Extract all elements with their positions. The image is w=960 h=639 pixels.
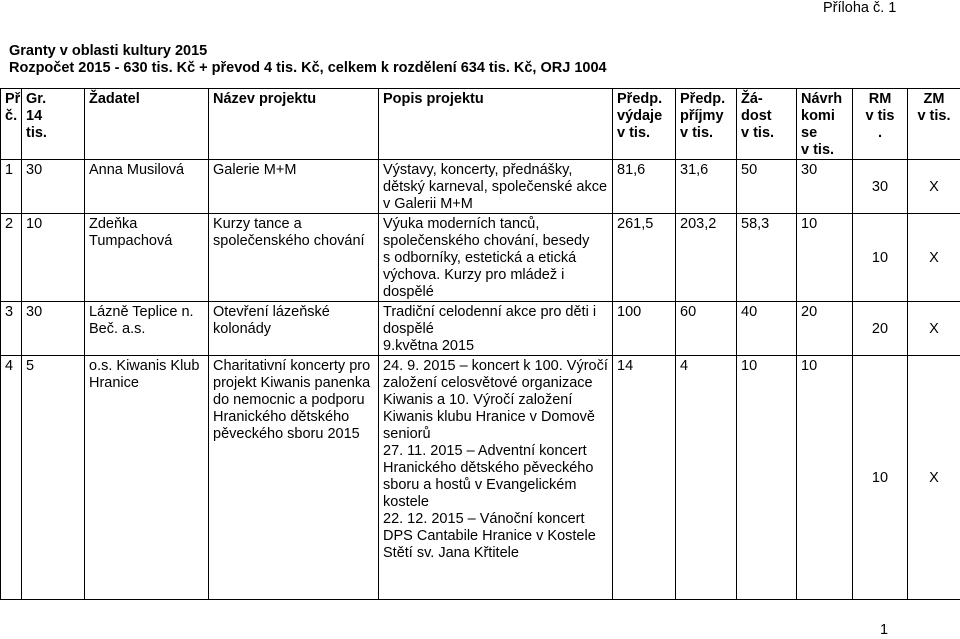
cell-line: v tis. — [801, 142, 835, 158]
row-expenses: 261,5 — [613, 214, 676, 302]
row-request: 40 — [737, 302, 797, 356]
cell-line: dost — [741, 108, 772, 124]
cell-line: v tis — [865, 108, 895, 124]
row-zm: X — [908, 160, 960, 214]
cell-line: Předp. — [617, 91, 663, 107]
row-zm: X — [908, 302, 960, 356]
row-description — [379, 214, 613, 302]
cell-line: dospělé — [383, 284, 434, 300]
row-project — [209, 356, 379, 600]
cell-line: sboru a hostů v Evangelickém — [383, 477, 577, 493]
row-expenses: 100 — [613, 302, 676, 356]
cell-line: dětský karneval, společenské akce — [383, 179, 608, 195]
row-rm: 20 — [853, 302, 908, 356]
col-header-project-name — [209, 89, 379, 160]
cell-line: v tis. — [617, 125, 651, 141]
cell-line: . — [877, 125, 883, 141]
row-applicant — [85, 214, 209, 302]
row-zm: X — [908, 214, 960, 302]
cell-line: 24. 9. 2015 – koncert k 100. Výročí — [383, 358, 608, 374]
cell-line: kolonády — [213, 321, 272, 337]
table-row — [1, 302, 960, 356]
cell-line: 9.května 2015 — [383, 338, 475, 354]
cell-line: do nemocnic a podporu — [213, 392, 365, 408]
cell-line: Kiwanis a 10. Výročí založení — [383, 392, 573, 408]
cell-line: ZM — [923, 91, 945, 107]
row-rm: 10 — [853, 356, 908, 600]
row-zm: X — [908, 356, 960, 600]
cell-line: Tradiční celodenní akce pro děti i — [383, 304, 597, 320]
row-number: 2 — [1, 214, 22, 302]
cell-line: Lázně Teplice n. — [89, 304, 194, 320]
cell-line: Anna Musilová — [89, 162, 185, 178]
col-header-description — [379, 89, 613, 160]
row-number: 1 — [1, 160, 22, 214]
cell-line: 14 — [26, 108, 43, 124]
cell-line: kostele — [383, 494, 429, 510]
cell-line: Gr. — [26, 91, 47, 107]
row-income: 31,6 — [676, 160, 737, 214]
cell-line: Hranického dětského — [213, 409, 350, 425]
row-number: 3 — [1, 302, 22, 356]
row-request: 10 — [737, 356, 797, 600]
cell-line: pěveckého sboru 2015 — [213, 426, 360, 442]
cell-line: Př — [5, 91, 21, 107]
row-rm: 30 — [853, 160, 908, 214]
cell-line: Kiwanis klubu Hranice v Domově — [383, 409, 595, 425]
cell-line: s odborníky, estetická a etická — [383, 250, 577, 266]
cell-line: projekt Kiwanis panenka — [213, 375, 371, 391]
cell-line: příjmy — [680, 108, 724, 124]
cell-line: Výstavy, koncerty, přednášky, — [383, 162, 573, 178]
row-proposal: 10 — [797, 214, 853, 302]
header-row — [1, 89, 960, 160]
cell-line: Otevření lázeňské — [213, 304, 330, 320]
cell-line: společenského chování, besedy — [383, 233, 590, 249]
row-applicant — [85, 356, 209, 600]
attachment-label: Příloha č. 1 — [823, 0, 897, 16]
cell-line: o.s. Kiwanis Klub — [89, 358, 200, 374]
cell-line: v Galerii M+M — [383, 196, 473, 212]
cell-line: Název projektu — [213, 91, 317, 107]
row-proposal: 10 — [797, 356, 853, 600]
cell-line: DPS Cantabile Hranice v Kostele — [383, 528, 596, 544]
cell-line: RM — [868, 91, 892, 107]
cell-line: Hranice — [89, 375, 139, 391]
col-header-zm — [908, 89, 960, 160]
cell-line: společenského chování — [213, 233, 365, 249]
row-income: 60 — [676, 302, 737, 356]
cell-line: Předp. — [680, 91, 726, 107]
cell-line: 27. 11. 2015 – Adventní koncert — [383, 443, 587, 459]
row-applicant — [85, 160, 209, 214]
col-header-proposal — [797, 89, 853, 160]
cell-line: založení celosvětové organizace — [383, 375, 593, 391]
col-header-income — [676, 89, 737, 160]
cell-line: výdaje — [617, 108, 663, 124]
row-proposal: 20 — [797, 302, 853, 356]
cell-line: seniorů — [383, 426, 431, 442]
cell-line: v tis. — [680, 125, 714, 141]
cell-line: Výuka moderních tanců, — [383, 216, 540, 232]
cell-line: v tis. — [741, 125, 775, 141]
cell-line: Tumpachová — [89, 233, 173, 249]
cell-line: Hranického dětského pěveckého — [383, 460, 594, 476]
row-income: 4 — [676, 356, 737, 600]
cell-line: Kurzy tance a — [213, 216, 302, 232]
cell-line: komi — [801, 108, 835, 124]
col-header-applicant — [85, 89, 209, 160]
row-income: 203,2 — [676, 214, 737, 302]
col-header-expenses — [613, 89, 676, 160]
row-number: 4 — [1, 356, 22, 600]
row-grant: 5 — [22, 356, 85, 600]
cell-line: se — [801, 125, 818, 141]
cell-line: Žadatel — [89, 91, 140, 107]
cell-line: výchova. Kurzy pro mládež i — [383, 267, 565, 283]
row-grant: 30 — [22, 160, 85, 214]
row-rm: 10 — [853, 214, 908, 302]
cell-line: Návrh — [801, 91, 843, 107]
table-row — [1, 356, 960, 600]
row-project — [209, 302, 379, 356]
document-title: Granty v oblasti kultury 2015 — [9, 43, 208, 59]
budget-line: Rozpočet 2015 - 630 tis. Kč + převod 4 tis. Kč, celkem k rozdělení 634 tis. Kč, ORJ 1004 — [9, 60, 607, 76]
row-expenses: 14 — [613, 356, 676, 600]
grants-table — [0, 88, 960, 600]
row-request: 50 — [737, 160, 797, 214]
cell-line: 22. 12. 2015 – Vánoční koncert — [383, 511, 585, 527]
cell-line: Stětí sv. Jana Křtitele — [383, 545, 519, 561]
row-applicant — [85, 302, 209, 356]
row-project — [209, 214, 379, 302]
cell-line: tis. — [26, 125, 47, 141]
cell-line: č. — [5, 108, 18, 124]
cell-line: Zdeňka — [89, 216, 138, 232]
row-request: 58,3 — [737, 214, 797, 302]
table-row — [1, 160, 960, 214]
row-grant: 30 — [22, 302, 85, 356]
row-expenses: 81,6 — [613, 160, 676, 214]
row-description — [379, 302, 613, 356]
row-grant: 10 — [22, 214, 85, 302]
col-header-number — [1, 89, 22, 160]
cell-line: Galerie M+M — [213, 162, 297, 178]
row-proposal: 30 — [797, 160, 853, 214]
cell-line: Charitativní koncerty pro — [213, 358, 371, 374]
page-number: 1 — [880, 622, 889, 638]
row-project — [209, 160, 379, 214]
col-header-grant — [22, 89, 85, 160]
cell-line: v tis. — [917, 108, 951, 124]
cell-line: dospělé — [383, 321, 434, 337]
row-description — [379, 356, 613, 600]
row-description — [379, 160, 613, 214]
col-header-request — [737, 89, 797, 160]
col-header-rm — [853, 89, 908, 160]
cell-line: Beč. a.s. — [89, 321, 146, 337]
cell-line: Popis projektu — [383, 91, 484, 107]
cell-line: Žá- — [741, 91, 763, 107]
table-row — [1, 214, 960, 302]
